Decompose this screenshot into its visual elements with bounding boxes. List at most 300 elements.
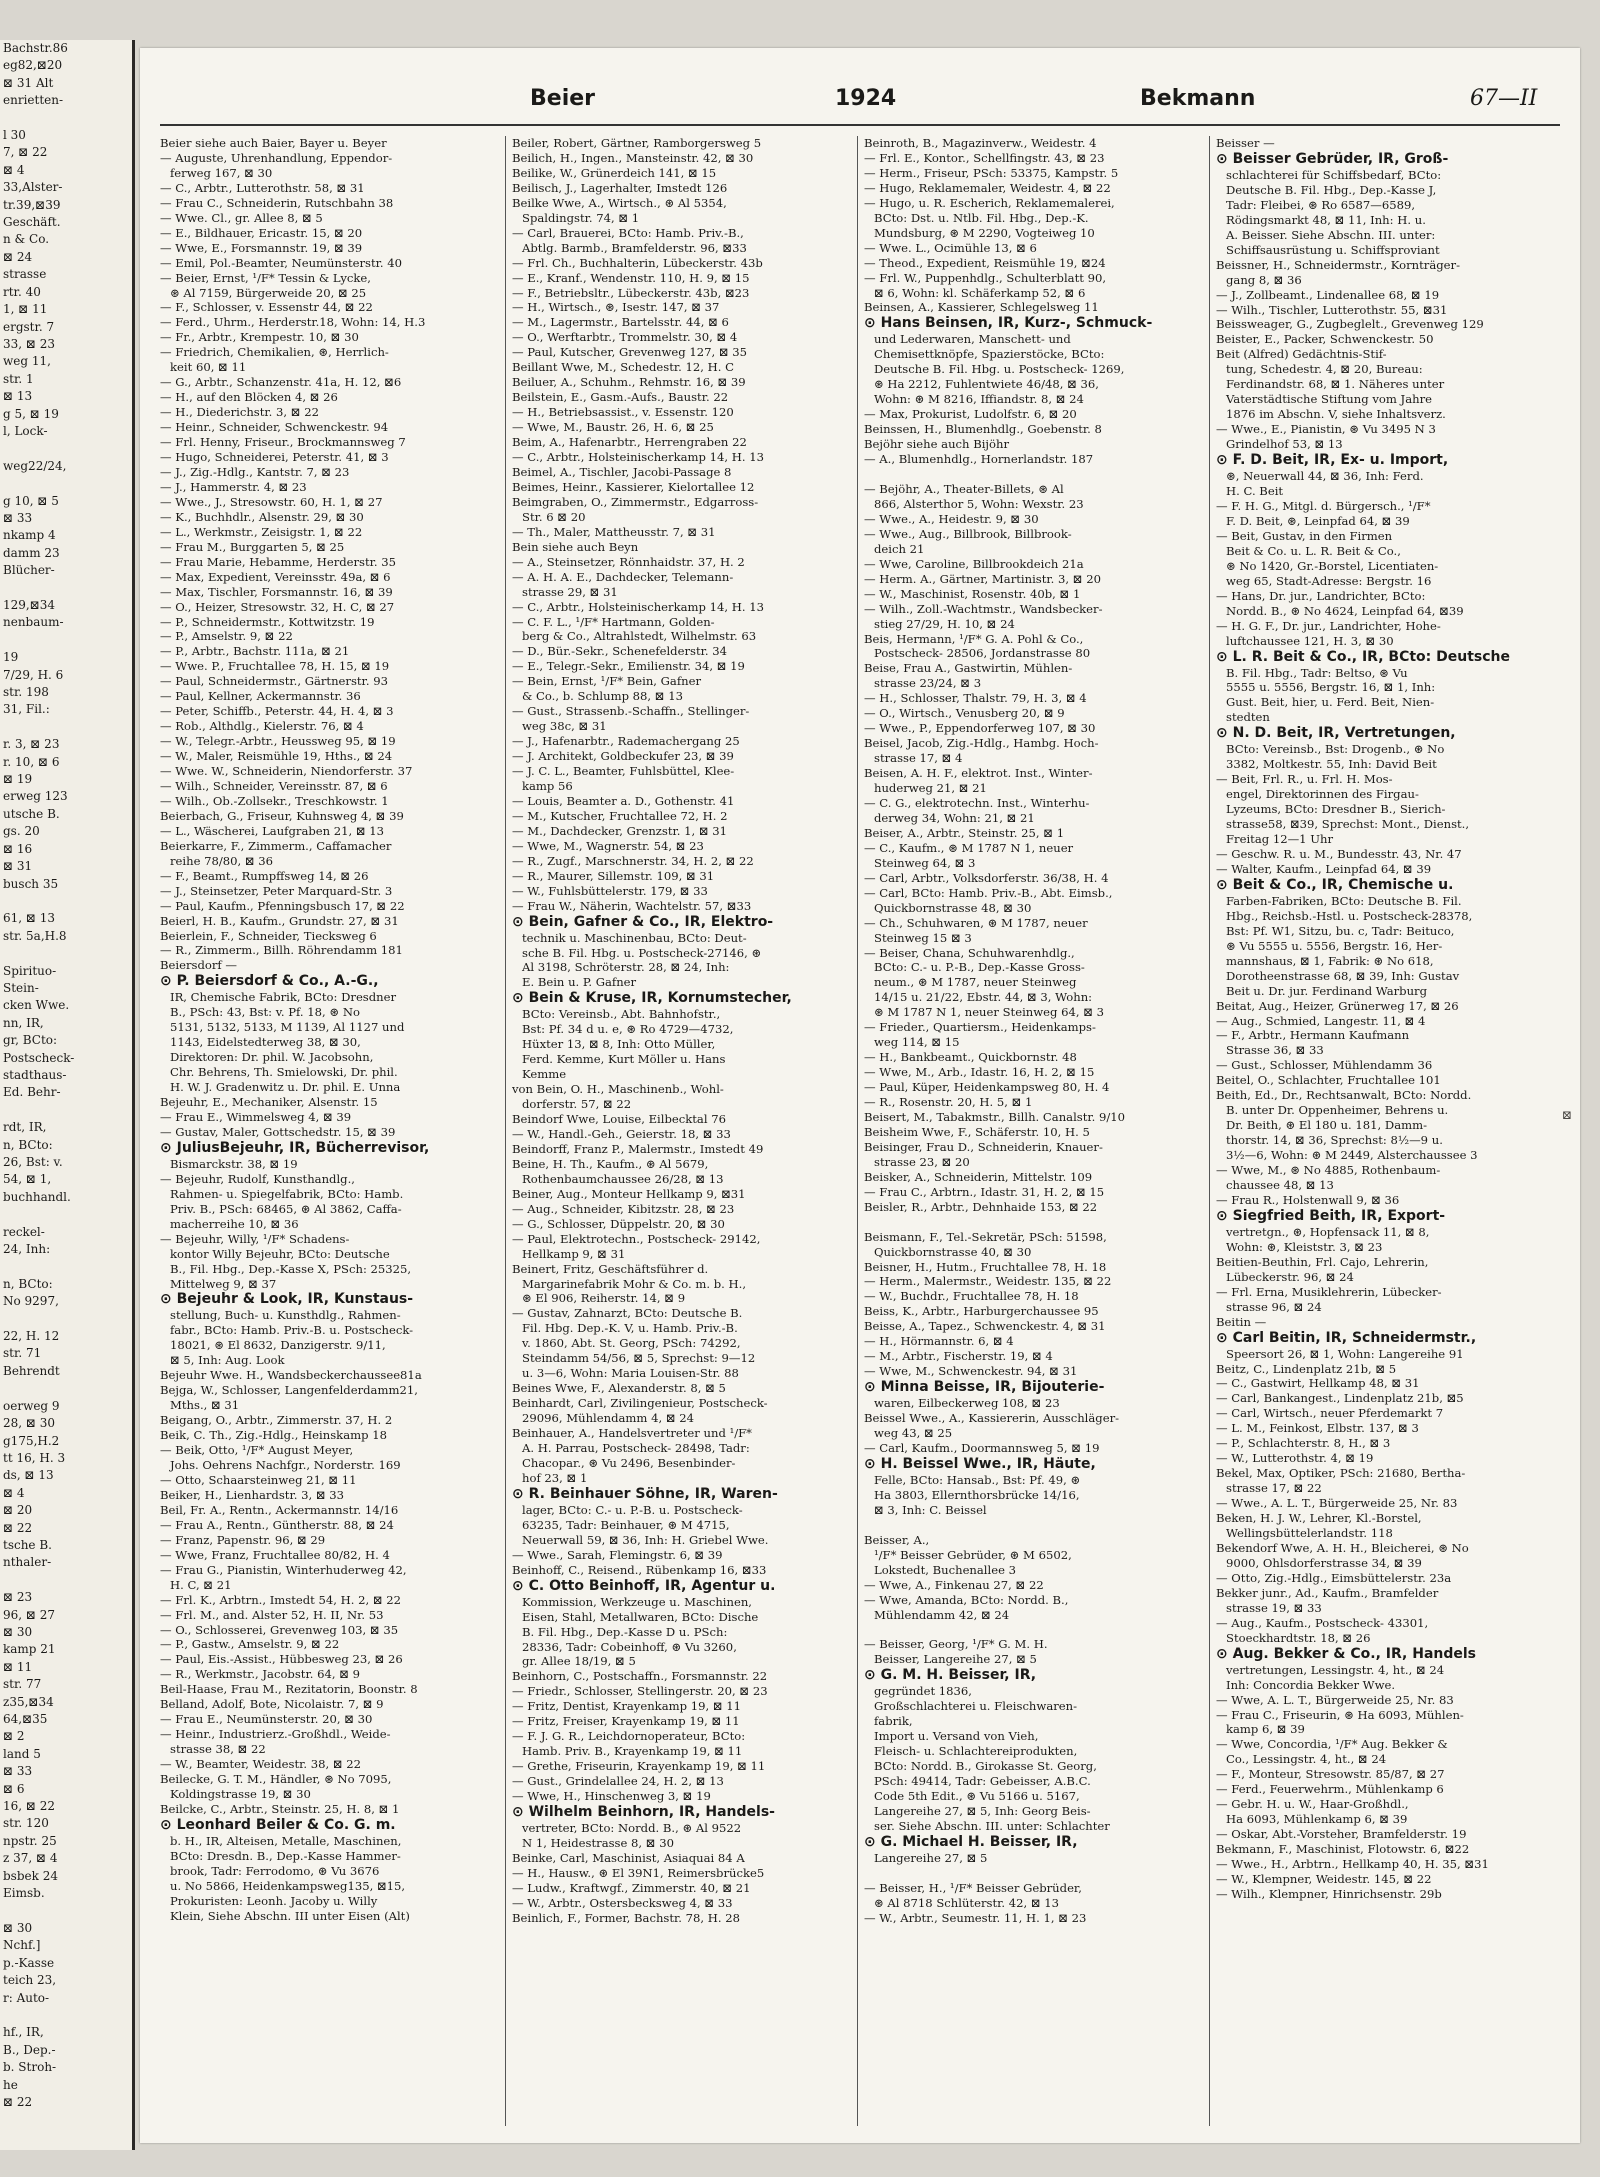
directory-entry-line: 28336, Tadr: Cobeinhoff, ⊛ Vu 3260, bbox=[522, 1639, 737, 1654]
directory-entry-line: Ha 3803, Ellernthorsbrücke 14/16, bbox=[874, 1487, 1080, 1502]
prev-page-line bbox=[0, 945, 132, 962]
directory-entry-line: ⊙ JuliusBejeuhr, IR, Bücherrevisor, bbox=[160, 1139, 430, 1156]
directory-entry-line: Koldingstrasse 19, ⊠ 30 bbox=[170, 1786, 311, 1801]
directory-entry-line: Bein siehe auch Beyn bbox=[512, 539, 639, 554]
prev-page-line: gs. 20 bbox=[3, 824, 40, 839]
prev-page-line: rdt, IR, bbox=[3, 1120, 47, 1135]
directory-entry-line: — Wwe, H., Hinschenweg 3, ⊠ 19 bbox=[512, 1789, 711, 1804]
directory-entry-line: strasse 38, ⊠ 22 bbox=[170, 1742, 266, 1757]
directory-entry-line: — Wwe, M., Baustr. 26, H. 6, ⊠ 25 bbox=[512, 420, 714, 435]
directory-entry-line: ⊙ H. Beissel Wwe., IR, Häute, bbox=[864, 1455, 1096, 1472]
directory-entry-line: Fil. Hbg. Dep.-K. V, u. Hamb. Priv.-B. bbox=[522, 1321, 738, 1336]
directory-entry-line: Lyzeums, BCto: Dresdner B., Sierich- bbox=[1226, 802, 1446, 817]
prev-page-line: n, BCto: bbox=[3, 1137, 53, 1152]
directory-entry-line: Code 5th Edit., ⊛ Vu 5166 u. 5167, bbox=[874, 1789, 1080, 1804]
directory-entry-line: — Wwe., J., Stresowstr. 60, H. 1, ⊠ 27 bbox=[160, 494, 383, 509]
directory-entry-line: — K., Buchhdlr., Alsenstr. 29, ⊠ 30 bbox=[160, 509, 364, 524]
directory-entry-line: brook, Tadr: Ferrodomo, ⊛ Vu 3676 bbox=[170, 1863, 380, 1878]
directory-entry-line: Strasse 36, ⊠ 33 bbox=[1226, 1043, 1324, 1058]
directory-entry-line: Beigang, O., Arbtr., Zimmerstr. 37, H. 2 bbox=[160, 1413, 393, 1428]
directory-entry-line: Rothenbaumchaussee 26/28, ⊠ 13 bbox=[522, 1171, 724, 1186]
prev-page-line: bsbek 24 bbox=[3, 1868, 58, 1883]
directory-entry-line: Beisker, A., Schneiderin, Mittelstr. 109 bbox=[864, 1169, 1093, 1184]
directory-entry-line: — Emil, Pol.-Beamter, Neumünsterstr. 40 bbox=[160, 255, 403, 270]
page-number: 67—II bbox=[1470, 86, 1538, 111]
directory-entry-line: — Wwe., H., Arbtrn., Hellkamp 40, H. 35, ⊠31 bbox=[1216, 1857, 1489, 1872]
directory-entry-line: strasse58, ⊠39, Sprechst: Mont., Dienst., bbox=[1226, 817, 1470, 832]
prev-page-line: ⊠ 24 bbox=[3, 249, 33, 264]
directory-entry-line: — O., Werftarbtr., Trommelstr. 30, ⊠ 4 bbox=[512, 330, 738, 345]
directory-entry-line: — F. H. G., Mitgl. d. Bürgersch., ¹/F* bbox=[1216, 498, 1431, 513]
directory-entry-line: — Fritz, Dentist, Krayenkamp 19, ⊠ 11 bbox=[512, 1699, 741, 1714]
directory-entry-line: Beitz, C., Lindenplatz 21b, ⊠ 5 bbox=[1216, 1361, 1397, 1376]
directory-entry-line: — Gustav, Zahnarzt, BCto: Deutsche B. bbox=[512, 1306, 743, 1321]
directory-entry-line: — Ch., Schuhwaren, ⊛ M 1787, neuer bbox=[864, 915, 1088, 930]
directory-entry-line: ⊙ Bein & Kruse, IR, Kornumstecher, bbox=[512, 990, 792, 1007]
directory-entry-line: — J. C. L., Beamter, Fuhlsbüttel, Klee- bbox=[512, 764, 735, 779]
prev-page-line: 54, ⊠ 1, bbox=[3, 1172, 52, 1187]
directory-entry-line: ¹/F* Beisser Gebrüder, ⊛ M 6502, bbox=[874, 1547, 1072, 1562]
directory-entry-line: — J., Hammerstr. 4, ⊠ 23 bbox=[160, 479, 307, 494]
directory-entry-line: kontor Willy Bejeuhr, BCto: Deutsche bbox=[170, 1246, 390, 1261]
directory-entry-line: B. Fil. Hbg., Dep.-Kasse D u. PSch: bbox=[522, 1624, 728, 1639]
directory-entry-line: — H. G. F., Dr. jur., Landrichter, Hohe- bbox=[1216, 618, 1441, 633]
directory-entry-line: — Oskar, Abt.-Vorsteher, Bramfelderstr. 19 bbox=[1216, 1827, 1467, 1842]
directory-entry-line: Mths., ⊠ 31 bbox=[170, 1398, 240, 1413]
directory-entry-line: — Frau M., Burggarten 5, ⊠ 25 bbox=[160, 539, 345, 554]
prev-page-line: weg22/24, bbox=[3, 458, 67, 473]
directory-entry-line: — G., Schlosser, Düppelstr. 20, ⊠ 30 bbox=[512, 1216, 725, 1231]
directory-entry-line: — Wwe. Cl., gr. Allee 8, ⊠ 5 bbox=[160, 210, 323, 225]
directory-entry-line: ⊙ Bein, Gafner & Co., IR, Elektro- bbox=[512, 913, 774, 930]
directory-entry-line: weg 38c, ⊠ 31 bbox=[522, 719, 607, 734]
directory-entry-line: ⊠ 6, Wohn: kl. Schäferkamp 52, ⊠ 6 bbox=[874, 285, 1086, 300]
prev-page-line: busch 35 bbox=[3, 876, 59, 891]
directory-entry-line: — C., Arbtr., Holsteinischerkamp 14, H. 13 bbox=[512, 450, 764, 465]
directory-entry-line: Rahmen- u. Spiegelfabrik, BCto: Hamb. bbox=[170, 1186, 404, 1201]
directory-entry-line: Bekker junr., Ad., Kaufm., Bramfelder bbox=[1216, 1585, 1439, 1600]
directory-entry-line: — Otto, Zig.-Hdlg., Eimsbüttelerstr. 23a bbox=[1216, 1570, 1452, 1585]
prev-page-line bbox=[0, 1380, 132, 1397]
page-header bbox=[140, 86, 1580, 126]
prev-page-line: stadthaus- bbox=[3, 1067, 67, 1082]
directory-entry-line: BCto: Dst. u. Ntlb. Fil. Hbg., Dep.-K. bbox=[874, 210, 1089, 225]
directory-entry-line: — H., Hörmannstr. 6, ⊠ 4 bbox=[864, 1334, 1014, 1349]
prev-page-line: enrietten- bbox=[3, 93, 64, 108]
directory-entry-line: Rödingsmarkt 48, ⊠ 11, Inh: H. u. bbox=[1226, 212, 1426, 227]
directory-entry-line: vertretungen, Lessingstr. 4, ht., ⊠ 24 bbox=[1226, 1662, 1445, 1677]
prev-page-line: ⊠ 22 bbox=[3, 1520, 33, 1535]
directory-entry-line: gang 8, ⊠ 36 bbox=[1226, 272, 1302, 287]
directory-entry-line: — E., Kranf., Wendenstr. 110, H. 9, ⊠ 15 bbox=[512, 270, 750, 285]
directory-entry-line: Schiffsausrüstung u. Schiffsproviant bbox=[1226, 242, 1440, 257]
directory-entry-line: — Th., Maler, Mattheusstr. 7, ⊠ 31 bbox=[512, 524, 716, 539]
directory-entry-line: strasse 96, ⊠ 24 bbox=[1226, 1299, 1322, 1314]
directory-entry-line: ⊙ Bejeuhr & Look, IR, Kunstaus- bbox=[160, 1291, 414, 1308]
column-3 bbox=[864, 136, 1202, 2136]
header-first-entry: Beier bbox=[530, 86, 596, 111]
prev-page-line: 1, ⊠ 11 bbox=[3, 302, 48, 317]
directory-entry-line: Beiker, H., Lienhardstr. 3, ⊠ 33 bbox=[160, 1487, 345, 1502]
directory-entry-line: Beierbach, G., Friseur, Kuhnsweg 4, ⊠ 39 bbox=[160, 808, 404, 823]
column-1 bbox=[160, 136, 498, 2136]
directory-entry-line: ⊙ G. Michael H. Beisser, IR, bbox=[864, 1833, 1078, 1850]
directory-entry-line: fabr., BCto: Hamb. Priv.-B. u. Postscheck- bbox=[170, 1323, 414, 1338]
directory-entry-line: macherreihe 10, ⊠ 36 bbox=[170, 1216, 299, 1231]
directory-entry-line: A. H. Parrau, Postscheck- 28498, Tadr: bbox=[522, 1441, 750, 1456]
directory-entry-line: — Gust., Grindelallee 24, H. 2, ⊠ 13 bbox=[512, 1774, 724, 1789]
directory-entry-line: — O., Wirtsch., Venusberg 20, ⊠ 9 bbox=[864, 706, 1065, 721]
directory-entry-line: Beissner, H., Schneidermstr., Kornträger- bbox=[1216, 257, 1461, 272]
directory-entry-line: Langereihe 27, ⊠ 5 bbox=[874, 1850, 988, 1865]
prev-page-line: Geschäft. bbox=[3, 215, 61, 230]
directory-entry-line: — Hans, Dr. jur., Landrichter, BCto: bbox=[1216, 588, 1426, 603]
directory-entry-line: — W., Beamter, Weidestr. 38, ⊠ 22 bbox=[160, 1757, 362, 1772]
column-2 bbox=[512, 136, 850, 2136]
directory-entry-line bbox=[864, 1623, 1202, 1638]
directory-entry-line: — Wwe., E., Pianistin, ⊛ Vu 3495 N 3 bbox=[1216, 422, 1436, 437]
prev-page-line: ⊠ 19 bbox=[3, 772, 33, 787]
directory-entry-line: Postscheck- 28506, Jordanstrasse 80 bbox=[874, 646, 1091, 661]
directory-entry-line: berg & Co., Altrahlstedt, Wilhelmstr. 63 bbox=[522, 629, 757, 644]
prev-page-line: buchhandl. bbox=[3, 1189, 71, 1204]
directory-entry-line: Margarinefabrik Mohr & Co. m. b. H., bbox=[522, 1276, 747, 1291]
directory-entry-line: — Frau Marie, Hebamme, Herderstr. 35 bbox=[160, 554, 397, 569]
directory-entry-line: — Hugo, Reklamemaler, Weidestr. 4, ⊠ 22 bbox=[864, 180, 1111, 195]
directory-entry-line: Fleisch- u. Schlachtereiprodukten, bbox=[874, 1744, 1078, 1759]
prev-page-line: 33, ⊠ 23 bbox=[3, 336, 56, 351]
directory-entry-line: IR, Chemische Fabrik, BCto: Dresdner bbox=[170, 990, 397, 1005]
directory-entry-line: — W., Arbtr., Seumestr. 11, H. 1, ⊠ 23 bbox=[864, 1910, 1087, 1925]
directory-entry-line: 63235, Tadr: Beinhauer, ⊛ M 4715, bbox=[522, 1517, 730, 1532]
directory-entry-line: Beiler, Robert, Gärtner, Ramborgersweg 5 bbox=[512, 136, 762, 150]
directory-entry-line: chaussee 48, ⊠ 13 bbox=[1226, 1178, 1334, 1192]
directory-entry-line: — Wilh., Schneider, Vereinsstr. 87, ⊠ 6 bbox=[160, 778, 388, 793]
prev-page-line: strasse bbox=[3, 267, 47, 282]
directory-entry-line: ⊛ El 906, Reiherstr. 14, ⊠ 9 bbox=[522, 1291, 686, 1306]
prev-page-line: ⊠ 33 bbox=[3, 1764, 33, 1779]
directory-entry-line: Hamb. Priv. B., Krayenkamp 19, ⊠ 11 bbox=[522, 1744, 743, 1759]
directory-entry-line: Beisheim Wwe, F., Schäferstr. 10, H. 5 bbox=[864, 1124, 1090, 1139]
directory-entry-line: Beisner, H., Hutm., Fruchtallee 78, H. 18 bbox=[864, 1259, 1107, 1274]
directory-entry-line: PSch: 49414, Tadr: Gebeisser, A.B.C. bbox=[874, 1774, 1091, 1789]
prev-page-line: hf., IR, bbox=[3, 2025, 44, 2040]
directory-entry-line: — C., Kaufm., ⊛ M 1787 N 1, neuer bbox=[864, 840, 1074, 855]
directory-entry-line: luftchaussee 121, H. 3, ⊠ 30 bbox=[1226, 633, 1394, 648]
prev-page-line: ⊠ 6 bbox=[3, 1781, 25, 1796]
directory-entry-line: Klein, Siehe Abschn. III unter Eisen (Alt) bbox=[170, 1908, 410, 1923]
directory-entry-line: — Paul, Elektrotechn., Postscheck- 29142, bbox=[512, 1231, 761, 1246]
directory-entry-line: Beilike, W., Grünerdeich 141, ⊠ 15 bbox=[512, 165, 717, 180]
prev-page-line: 31, Fil.: bbox=[3, 702, 50, 717]
directory-entry-line: — Frl. Henny, Friseur., Brockmannsweg 7 bbox=[160, 435, 406, 450]
prev-page-line: 24, Inh: bbox=[3, 1242, 51, 1257]
directory-entry-line: ⊛ Ha 2212, Fuhlentwiete 46/48, ⊠ 36, bbox=[874, 377, 1099, 392]
directory-entry-line: — Frl. E., Kontor., Schellfingstr. 43, ⊠ 23 bbox=[864, 150, 1105, 165]
directory-entry-line: B., PSch: 43, Bst: v. Pf. 18, ⊛ No bbox=[170, 1005, 360, 1020]
prev-page-line: str. 77 bbox=[3, 1677, 42, 1692]
directory-entry-line: — Wwe, A., Finkenau 27, ⊠ 22 bbox=[864, 1577, 1044, 1592]
directory-entry-line: vertretgn., ⊛, Hopfensack 11, ⊠ 8, bbox=[1226, 1224, 1430, 1239]
directory-entry-line: — W., Fuhlsbüttelerstr. 179, ⊠ 33 bbox=[512, 883, 708, 898]
directory-entry-line: — C., Gastwirt, Hellkamp 48, ⊠ 31 bbox=[1216, 1376, 1420, 1391]
directory-entry-line: b. H., IR, Alteisen, Metalle, Maschinen, bbox=[170, 1833, 402, 1848]
directory-entry-line: — Frau C., Friseurin, ⊛ Ha 6093, Mühlen- bbox=[1216, 1707, 1464, 1722]
directory-entry-line: — Heinr., Industrierz.-Großhdl., Weide- bbox=[160, 1727, 391, 1742]
directory-entry-line: N 1, Heidestrasse 8, ⊠ 30 bbox=[522, 1835, 674, 1850]
prev-page-line: 26, Bst: v. bbox=[3, 1155, 63, 1169]
directory-entry-line: — F., Arbtr., Hermann Kaufmann bbox=[1216, 1028, 1410, 1043]
directory-entry-line: ⊙ G. M. H. Beisser, IR, bbox=[864, 1667, 1037, 1684]
directory-entry-line: 5555 u. 5556, Bergstr. 16, ⊠ 1, Inh: bbox=[1226, 680, 1436, 695]
directory-entry-line: Beines Wwe, F., Alexanderstr. 8, ⊠ 5 bbox=[512, 1381, 726, 1396]
directory-entry-line: BCto: C.- u. P.-B., Dep.-Kasse Gross- bbox=[874, 960, 1085, 975]
directory-entry-line: Dr. Beith, ⊛ El 180 u. 181, Damm- bbox=[1226, 1118, 1428, 1133]
directory-entry-line: ⊙ Siegfried Beith, IR, Export- bbox=[1216, 1207, 1446, 1224]
directory-entry-line: — Wwe. W., Schneiderin, Niendorferstr. 37 bbox=[160, 764, 413, 779]
directory-entry-line: — Friedr., Schlosser, Stellingerstr. 20, ⊠ 23 bbox=[512, 1684, 768, 1699]
directory-entry-line: kamp 6, ⊠ 39 bbox=[1226, 1722, 1305, 1737]
directory-entry-line: ⊙ Beisser Gebrüder, IR, Groß- bbox=[1216, 150, 1449, 167]
directory-entry-line: Beinhoff, C., Reisend., Rübenkamp 16, ⊠33 bbox=[512, 1562, 767, 1577]
directory-entry-line: Deutsche B. Fil. Hbg. u. Postscheck- 1269, bbox=[874, 362, 1125, 377]
directory-entry-line: Str. 6 ⊠ 20 bbox=[522, 509, 586, 524]
prev-page-line: 19 bbox=[3, 650, 19, 665]
directory-entry-line: strasse 29, ⊠ 31 bbox=[522, 584, 618, 599]
directory-entry-line: Beimes, Heinr., Kassierer, Kielortallee 12 bbox=[512, 479, 755, 494]
directory-entry-line: Ferdinandstr. 68, ⊠ 1. Näheres unter bbox=[1226, 377, 1445, 392]
directory-entry-line: Spaldingstr. 74, ⊠ 1 bbox=[522, 210, 640, 225]
directory-entry-line: Beierkarre, F., Zimmerm., Caffamacher bbox=[160, 838, 392, 853]
directory-entry-line: Al 3198, Schröterstr. 28, ⊠ 24, Inh: bbox=[522, 960, 730, 975]
prev-page-line: ds, ⊠ 13 bbox=[3, 1468, 54, 1483]
directory-entry-line: BCto: Vereinsb., Bst: Drogenb., ⊛ No bbox=[1226, 742, 1445, 757]
directory-entry-line: — J., Steinsetzer, Peter Marquard-Str. 3 bbox=[160, 883, 393, 898]
directory-entry-line: — Frau G., Pianistin, Winterhuderweg 42, bbox=[160, 1562, 407, 1577]
directory-entry-line: sche B. Fil. Hbg. u. Postscheck-27146, ⊛ bbox=[522, 945, 762, 960]
directory-entry-line: Mundsburg, ⊛ M 2290, Vogteiweg 10 bbox=[874, 225, 1095, 240]
directory-entry-line: — Frau E., Wimmelsweg 4, ⊠ 39 bbox=[160, 1110, 352, 1124]
directory-entry-line: Direktoren: Dr. phil. W. Jacobsohn, bbox=[170, 1050, 374, 1065]
directory-entry-line: ⊛ No 1420, Gr.-Borstel, Licentiaten- bbox=[1226, 558, 1439, 573]
directory-entry-line: — M., Lagermstr., Bartelsstr. 44, ⊠ 6 bbox=[512, 315, 729, 330]
directory-entry-line: — Wwe., Aug., Billbrook, Billbrook- bbox=[864, 526, 1072, 541]
directory-entry-line: Johs. Oehrens Nachfgr., Norderstr. 169 bbox=[170, 1458, 401, 1473]
directory-entry-line: Beimel, A., Tischler, Jacobi-Passage 8 bbox=[512, 464, 732, 479]
directory-entry-line: — H., Bankbeamt., Quickbornstr. 48 bbox=[864, 1050, 1077, 1065]
directory-entry-line: gegründet 1836, bbox=[874, 1684, 972, 1699]
prev-page-line bbox=[0, 110, 132, 127]
directory-entry-line: ⊙ C. Otto Beinhoff, IR, Agentur u. bbox=[512, 1577, 776, 1594]
prev-page-line: tt 16, H. 3 bbox=[3, 1450, 66, 1465]
directory-entry-line: Beierlein, F., Schneider, Tiecksweg 6 bbox=[160, 928, 377, 943]
prev-page-line: gr, BCto: bbox=[3, 1033, 58, 1048]
directory-entry-line: — Beier, Ernst, ¹/F* Tessin & Lycke, bbox=[160, 270, 371, 285]
directory-entry-line: Beisser — bbox=[1216, 136, 1275, 150]
prev-page-line bbox=[0, 2007, 132, 2024]
directory-entry-line: — A. H. A. E., Dachdecker, Telemann- bbox=[512, 569, 734, 584]
directory-entry-line: — Frau C., Arbtrn., Idastr. 31, H. 2, ⊠ 15 bbox=[864, 1184, 1105, 1199]
directory-entry-line: — F., Monteur, Stresowstr. 85/87, ⊠ 27 bbox=[1216, 1767, 1445, 1782]
prev-page-line: r. 3, ⊠ 23 bbox=[3, 737, 60, 752]
prev-page-line: n & Co. bbox=[3, 232, 50, 247]
directory-entry-line: Beiersdorf — bbox=[160, 958, 237, 973]
directory-entry-line: Beiner, Aug., Monteur Hellkamp 9, ⊠31 bbox=[512, 1186, 746, 1201]
directory-entry-line bbox=[864, 467, 1202, 482]
directory-entry-line: Kommission, Werkzeuge u. Maschinen, bbox=[522, 1594, 752, 1609]
prev-page-line: ⊠ 13 bbox=[3, 389, 33, 404]
directory-entry-line: — Frl. M., and. Alster 52, H. II, Nr. 53 bbox=[160, 1607, 384, 1622]
directory-entry-line: — Bejeuhr, Rudolf, Kunsthandlg., bbox=[160, 1171, 355, 1186]
prev-page-line: teich 23, bbox=[3, 1973, 57, 1988]
directory-entry-line: H. C. Beit bbox=[1226, 484, 1284, 499]
prev-page-line: g 10, ⊠ 5 bbox=[3, 493, 59, 508]
directory-entry-line: Beier siehe auch Baier, Bayer u. Beyer bbox=[160, 136, 387, 150]
directory-entry-line: Beissel Wwe., A., Kassiererin, Ausschläger- bbox=[864, 1411, 1120, 1426]
directory-entry-line: Wellingsbüttelerlandstr. 118 bbox=[1226, 1526, 1393, 1541]
directory-entry-line: — Fr., Arbtr., Krempestr. 10, ⊠ 30 bbox=[160, 330, 359, 345]
prev-page-line: 7, ⊠ 22 bbox=[3, 145, 48, 160]
directory-entry-line: — F. J. G. R., Leichdornoperateur, BCto: bbox=[512, 1729, 746, 1744]
directory-entry-line: Hbg., Reichsb.-Hstl. u. Postscheck-28378, bbox=[1226, 908, 1473, 923]
directory-entry-line: 29096, Mühlendamm 4, ⊠ 24 bbox=[522, 1411, 694, 1426]
prev-page-line: z 37, ⊠ 4 bbox=[3, 1851, 58, 1866]
directory-entry-line: — Wwe., Sarah, Flemingstr. 6, ⊠ 39 bbox=[512, 1547, 723, 1562]
directory-entry-line: ⊛, Neuerwall 44, ⊠ 36, Inh: Ferd. bbox=[1226, 469, 1424, 484]
directory-entry-line: — Bein, Ernst, ¹/F* Bein, Gafner bbox=[512, 674, 701, 689]
prev-page-line: he bbox=[3, 2077, 18, 2092]
directory-entry-line: strasse 17, ⊠ 22 bbox=[1226, 1481, 1322, 1496]
directory-entry-line: — A., Steinsetzer, Rönnhaidstr. 37, H. 2 bbox=[512, 554, 745, 569]
directory-entry-line: Bejga, W., Schlosser, Langenfelderdamm21, bbox=[160, 1383, 418, 1398]
directory-entry-line: B. Fil. Hbg., Tadr: Beltso, ⊛ Vu bbox=[1226, 665, 1408, 680]
directory-entry-line: Nordd. B., ⊛ No 4624, Leinpfad 64, ⊠39 bbox=[1226, 603, 1464, 618]
prev-page-line: ergstr. 7 bbox=[3, 319, 55, 334]
directory-entry-line: Beillant Wwe, M., Schedestr. 12, H. C bbox=[512, 360, 734, 375]
prev-page-line: ⊠ 16 bbox=[3, 841, 33, 856]
prev-page-line: Nchf.] bbox=[3, 1938, 41, 1953]
directory-entry-line: Steindamm 54/56, ⊠ 5, Sprechst: 9—12 bbox=[522, 1351, 756, 1366]
directory-entry-line: Vaterstädtische Stiftung vom Jahre bbox=[1226, 392, 1432, 407]
directory-entry-line: Beisen, A. H. F., elektrot. Inst., Winter- bbox=[864, 766, 1093, 781]
directory-entry-line: — L., Wäscherei, Laufgraben 21, ⊠ 13 bbox=[160, 823, 385, 838]
directory-entry-line: 1876 im Abschn. V, siehe Inhaltsverz. bbox=[1226, 407, 1446, 422]
directory-entry-line: — Wwe, Amanda, BCto: Nordd. B., bbox=[864, 1592, 1069, 1607]
directory-entry-line: ser. Siehe Abschn. III. unter: Schlachter bbox=[874, 1818, 1110, 1833]
directory-entry-line: Beisert, M., Tabakmstr., Billh. Canalstr. 9/10 bbox=[864, 1110, 1126, 1124]
directory-entry-line: — Gustav, Maler, Gottschedstr. 15, ⊠ 39 bbox=[160, 1124, 396, 1139]
directory-entry-line: E. Bein u. P. Gafner bbox=[522, 975, 637, 990]
directory-entry-line: — W., Maschinist, Rosenstr. 40b, ⊠ 1 bbox=[864, 586, 1081, 601]
directory-entry-line: strasse 19, ⊠ 33 bbox=[1226, 1600, 1322, 1615]
directory-entry-line: — Wilh., Tischler, Lutterothstr. 55, ⊠31 bbox=[1216, 302, 1448, 317]
directory-entry-line: Steinweg 64, ⊠ 3 bbox=[874, 855, 976, 870]
directory-entry-line: BCto: Nordd. B., Girokasse St. Georg, bbox=[874, 1759, 1097, 1774]
prev-page-line: ⊠ 30 bbox=[3, 1920, 33, 1935]
directory-entry-line: — Paul, Schneidermstr., Gärtnerstr. 93 bbox=[160, 674, 388, 689]
directory-entry-line bbox=[864, 1215, 1202, 1230]
prev-page-line: str. 5a,H.8 bbox=[3, 928, 67, 943]
directory-entry-line: Speersort 26, ⊠ 1, Wohn: Langereihe 91 bbox=[1226, 1346, 1464, 1361]
directory-entry-line: Belland, Adolf, Bote, Nicolaistr. 7, ⊠ 9 bbox=[160, 1697, 384, 1712]
prev-page-line: nenbaum- bbox=[3, 615, 64, 630]
directory-entry-line: — Fritz, Freiser, Krayenkamp 19, ⊠ 11 bbox=[512, 1714, 740, 1729]
directory-entry-line: tung, Schedestr. 4, ⊠ 20, Bureau: bbox=[1226, 362, 1423, 377]
directory-entry-line: Wohn: ⊛ M 8216, Iffiandstr. 8, ⊠ 24 bbox=[874, 392, 1084, 407]
directory-entry-line: — H., Diederichstr. 3, ⊠ 22 bbox=[160, 405, 319, 420]
directory-entry-line: — Frl. W., Puppenhdlg., Schulterblatt 90, bbox=[864, 270, 1107, 285]
directory-entry-line: Beinroth, B., Magazinverw., Weidestr. 4 bbox=[864, 136, 1097, 150]
prev-page-line: nkamp 4 bbox=[3, 528, 56, 543]
directory-entry-line: — O., Schlosserei, Grevenweg 103, ⊠ 35 bbox=[160, 1622, 399, 1637]
directory-entry-line: — Theod., Expedient, Reismühle 19, ⊠24 bbox=[864, 255, 1106, 270]
directory-entry-line: ⊠ 5, Inh: Aug. Look bbox=[170, 1353, 285, 1368]
directory-entry-line: — W., Klempner, Weidestr. 145, ⊠ 22 bbox=[1216, 1871, 1432, 1886]
directory-entry-line: BCto: Dresdn. B., Dep.-Kasse Hammer- bbox=[170, 1848, 401, 1863]
prev-page-line: ⊠ 4 bbox=[3, 162, 25, 177]
directory-entry-line: — Franz, Papenstr. 96, ⊠ 29 bbox=[160, 1532, 326, 1547]
directory-entry-line: Quickbornstrasse 48, ⊠ 30 bbox=[874, 900, 1032, 915]
directory-entry-line: Beitin — bbox=[1216, 1314, 1267, 1329]
directory-entry-line: — Friedrich, Chemikalien, ⊛, Herrlich- bbox=[160, 345, 389, 360]
prev-page-line: kamp 21 bbox=[3, 1642, 56, 1657]
prev-page-line: str. 71 bbox=[3, 1346, 42, 1361]
directory-entry-line: Beit u. Dr. jur. Ferdinand Warburg bbox=[1226, 983, 1428, 998]
directory-entry-line: ⊛ Al 8718 Schlüterstr. 42, ⊠ 13 bbox=[874, 1895, 1060, 1910]
directory-entry-line: 866, Alsterthor 5, Wohn: Wexstr. 23 bbox=[874, 496, 1084, 511]
directory-entry-line: — Frl. Ch., Buchhalterin, Lübeckerstr. 43b bbox=[512, 255, 763, 270]
directory-entry-line: — P., Schneidermstr., Kottwitzstr. 19 bbox=[160, 614, 375, 629]
directory-entry-line: — Herm. A., Gärtner, Martinistr. 3, ⊠ 20 bbox=[864, 571, 1101, 586]
directory-entry-line: — M., Kutscher, Fruchtallee 72, H. 2 bbox=[512, 808, 728, 823]
prev-page-line: 16, ⊠ 22 bbox=[3, 1799, 56, 1814]
directory-entry-line: Beilisch, J., Lagerhalter, Imstedt 126 bbox=[512, 180, 728, 195]
directory-entry-line: — H., Betriebsassist., v. Essenstr. 120 bbox=[512, 405, 734, 420]
prev-page-line: ⊠ 23 bbox=[3, 1590, 33, 1605]
directory-entry-line: — W., Maler, Reismühle 19, Hths., ⊠ 24 bbox=[160, 749, 393, 764]
directory-entry-line: — J., Hafenarbtr., Rademachergang 25 bbox=[512, 734, 740, 749]
directory-entry-line: Beise, Frau A., Gastwirtin, Mühlen- bbox=[864, 661, 1073, 676]
directory-entry-line: — L., Werkmstr., Zeisigstr. 1, ⊠ 22 bbox=[160, 524, 363, 539]
directory-entry-line bbox=[864, 1518, 1202, 1533]
directory-entry-line: Beister, E., Packer, Schwenckestr. 50 bbox=[1216, 332, 1434, 347]
directory-entry-line: — Max, Prokurist, Ludolfstr. 6, ⊠ 20 bbox=[864, 407, 1077, 422]
directory-entry-line: Beindorf Wwe, Louise, Eilbecktal 76 bbox=[512, 1112, 726, 1127]
directory-entry-line: Inh: Concordia Bekker Wwe. bbox=[1226, 1677, 1396, 1692]
prev-page-line: B., Dep.- bbox=[3, 2042, 56, 2057]
directory-entry-line: Kemme bbox=[522, 1067, 567, 1082]
prev-page-line bbox=[0, 1902, 132, 1919]
directory-entry-line: Farben-Fabriken, BCto: Deutsche B. Fil. bbox=[1226, 893, 1462, 908]
directory-entry-line: Freitag 12—1 Uhr bbox=[1226, 832, 1334, 847]
directory-entry-line: — Herm., Friseur, PSch: 53375, Kampstr. 5 bbox=[864, 165, 1119, 180]
directory-entry-line: Beinlich, F., Former, Bachstr. 78, H. 28 bbox=[512, 1910, 741, 1925]
directory-entry-line: — Louis, Beamter a. D., Gothenstr. 41 bbox=[512, 793, 735, 808]
prev-page-line: nthaler- bbox=[3, 1555, 52, 1570]
directory-entry-line: — Frau E., Neumünsterstr. 20, ⊠ 30 bbox=[160, 1712, 373, 1727]
directory-entry-line: Beilcke, C., Arbtr., Steinstr. 25, H. 8, ⊠ 1 bbox=[160, 1801, 400, 1816]
directory-entry-line: — J. Architekt, Goldbeckufer 23, ⊠ 39 bbox=[512, 749, 734, 764]
directory-entry-line: deich 21 bbox=[874, 541, 925, 556]
prev-page-line: Eimsb. bbox=[3, 1886, 45, 1901]
directory-entry-line: Co., Lessingstr. 4, ht., ⊠ 24 bbox=[1226, 1752, 1387, 1767]
directory-entry-line: ferweg 167, ⊠ 30 bbox=[170, 165, 273, 180]
prev-page-line: utsche B. bbox=[3, 806, 60, 821]
directory-entry-line: Beitat, Aug., Heizer, Grünerweg 17, ⊠ 26 bbox=[1216, 998, 1459, 1013]
directory-entry-line: fabrik, bbox=[874, 1714, 913, 1729]
directory-entry-line: — R., Werkmstr., Jacobstr. 64, ⊠ 9 bbox=[160, 1667, 360, 1682]
directory-entry-line: — E., Telegr.-Sekr., Emilienstr. 34, ⊠ 19 bbox=[512, 659, 745, 674]
